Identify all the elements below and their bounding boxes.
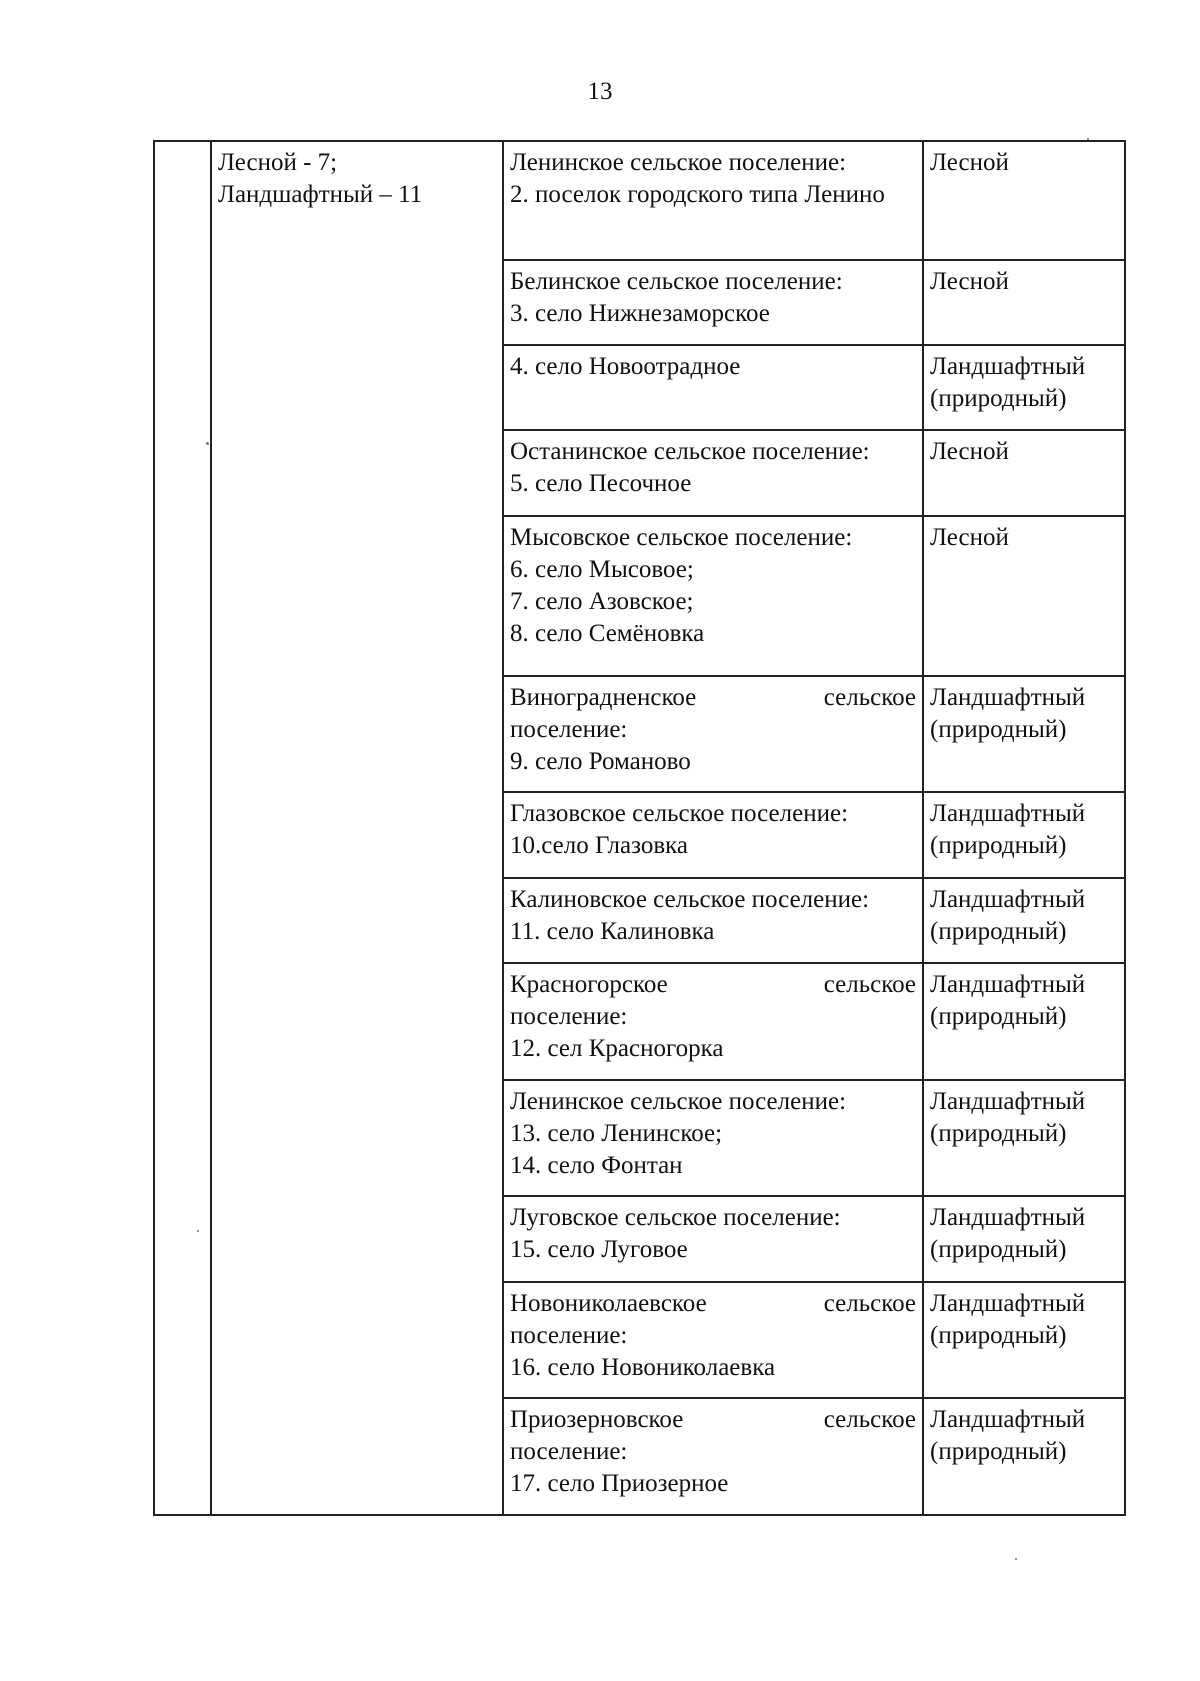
zone-type-cell xyxy=(923,141,1125,260)
scan-speck xyxy=(1015,1558,1017,1560)
zone-type: (природный) xyxy=(930,1236,1067,1264)
zone-type: (природный) xyxy=(930,1438,1067,1466)
zone-type: Ландшафтный xyxy=(930,970,1086,998)
zone-type: (природный) xyxy=(930,385,1067,413)
locality-item: 4. село Новоотрадное xyxy=(510,353,741,381)
settlement-name-part: поселение: xyxy=(510,715,628,743)
locality-item: 7. село Азовское; xyxy=(510,587,694,615)
settlement-name-part: Красногорское xyxy=(510,970,668,998)
settlement-cell xyxy=(503,260,923,345)
zone-type: Лесной xyxy=(930,267,1009,295)
table-body xyxy=(154,141,1125,1515)
settlement-name-part: сельское xyxy=(823,970,916,998)
locality-item: 15. село Луговое xyxy=(510,1236,688,1264)
zone-type-cell xyxy=(923,1398,1125,1515)
settlement-name: Останинское сельское поселение: xyxy=(510,438,870,466)
zone-type: (природный) xyxy=(930,1321,1067,1349)
zone-type-cell xyxy=(923,1282,1125,1399)
settlement-name: Ленинское сельское поселение: xyxy=(510,1087,847,1115)
zone-type-cell xyxy=(923,260,1125,345)
locality-item: 12. сел Красногорка xyxy=(510,1034,724,1062)
zone-type-cell xyxy=(923,792,1125,877)
settlement-name: Калиновское сельское поселение: xyxy=(510,885,870,913)
settlement-name-part: Приозерновское xyxy=(510,1406,684,1434)
zone-type: (природный) xyxy=(930,917,1067,945)
settlement-cell xyxy=(503,141,923,260)
zone-type: Лесной xyxy=(930,149,1009,176)
settlement-name: Луговское сельское поселение: xyxy=(510,1204,841,1232)
zone-type-cell xyxy=(923,963,1125,1080)
page-number: 13 xyxy=(587,78,613,105)
settlement-cell xyxy=(503,345,923,430)
zone-type: (природный) xyxy=(930,1002,1067,1030)
locality-item: 11. село Калиновка xyxy=(510,917,715,945)
settlement-name: Ленинское сельское поселение: xyxy=(510,149,847,176)
zone-type-cell xyxy=(923,676,1125,793)
settlement-cell xyxy=(503,1080,923,1197)
zone-type-cell xyxy=(923,516,1125,676)
scan-speck xyxy=(1087,138,1089,140)
zone-type: (природный) xyxy=(930,715,1067,743)
settlement-name xyxy=(510,1288,916,1320)
settlement-cell xyxy=(503,676,923,793)
settlement-cell xyxy=(503,516,923,676)
settlement-cell xyxy=(503,878,923,963)
settlement-name xyxy=(510,1404,916,1436)
zone-type-cell xyxy=(923,430,1125,515)
settlement-name-part: сельское xyxy=(823,683,916,711)
settlement-cell xyxy=(503,1282,923,1399)
locality-item: 14. село Фонтан xyxy=(510,1151,683,1179)
settlement-cell xyxy=(503,1196,923,1281)
zone-type-cell xyxy=(923,1196,1125,1281)
locality-item: 5. село Песочное xyxy=(510,470,692,498)
settlement-name-part: поселение: xyxy=(510,1002,628,1030)
settlement-name-part: Новониколаевское xyxy=(510,1289,707,1317)
settlement-name-part: сельское xyxy=(823,1406,916,1434)
table-row xyxy=(154,141,1125,260)
summary-landscape: Ландшафтный – 11 xyxy=(218,181,423,208)
locality-item: 2. поселок городского типа Ленино xyxy=(510,181,885,208)
scan-speck xyxy=(197,1230,199,1232)
zone-type-cell xyxy=(923,878,1125,963)
settlement-cell xyxy=(503,963,923,1080)
settlement-name-part: поселение: xyxy=(510,1438,628,1466)
zone-type: (природный) xyxy=(930,1119,1067,1147)
settlement-name-part: поселение: xyxy=(510,1321,628,1349)
settlement-name: Белинское сельское поселение: xyxy=(510,267,843,295)
settlement-name xyxy=(510,682,916,714)
zone-type: Ландшафтный xyxy=(930,1289,1086,1317)
settlement-cell xyxy=(503,792,923,877)
number-cell xyxy=(154,141,211,1515)
locality-item: 9. село Романово xyxy=(510,747,691,775)
locality-item: 16. село Новониколаевка xyxy=(510,1353,776,1381)
zone-type: Лесной xyxy=(930,523,1009,551)
scan-speck xyxy=(206,442,209,445)
settlement-name-part: Виноградненское xyxy=(510,683,697,711)
settlement-cell xyxy=(503,430,923,515)
settlement-name: Глазовское сельское поселение: xyxy=(510,800,849,828)
settlement-name-part: сельское xyxy=(823,1289,916,1317)
zone-type: Ландшафтный xyxy=(930,353,1086,381)
locality-item: 13. село Ленинское; xyxy=(510,1119,723,1147)
locality-item: 17. село Приозерное xyxy=(510,1470,729,1498)
zone-type: Ландшафтный xyxy=(930,800,1086,828)
zone-summary-cell xyxy=(211,141,503,1515)
settlement-name xyxy=(510,969,916,1001)
locality-item: 6. село Мысовое; xyxy=(510,555,694,583)
zone-type: Ландшафтный xyxy=(930,1087,1086,1115)
zone-type-cell xyxy=(923,345,1125,430)
zone-type: Ландшафтный xyxy=(930,1406,1086,1434)
summary-forest: Лесной - 7; xyxy=(218,149,338,176)
zone-type: Ландшафтный xyxy=(930,885,1086,913)
locality-item: 3. село Нижнезаморское xyxy=(510,299,770,327)
locality-item: 10.село Глазовка xyxy=(510,832,689,860)
settlement-cell xyxy=(503,1398,923,1515)
zone-type: Ландшафтный xyxy=(930,1204,1086,1232)
locality-item: 8. село Семёновка xyxy=(510,619,705,647)
settlements-table xyxy=(153,140,1126,1516)
settlement-name: Мысовское сельское поселение: xyxy=(510,523,853,551)
zone-type: (природный) xyxy=(930,832,1067,860)
zone-type: Ландшафтный xyxy=(930,683,1086,711)
zone-type-cell xyxy=(923,1080,1125,1197)
zone-type: Лесной xyxy=(930,438,1009,466)
